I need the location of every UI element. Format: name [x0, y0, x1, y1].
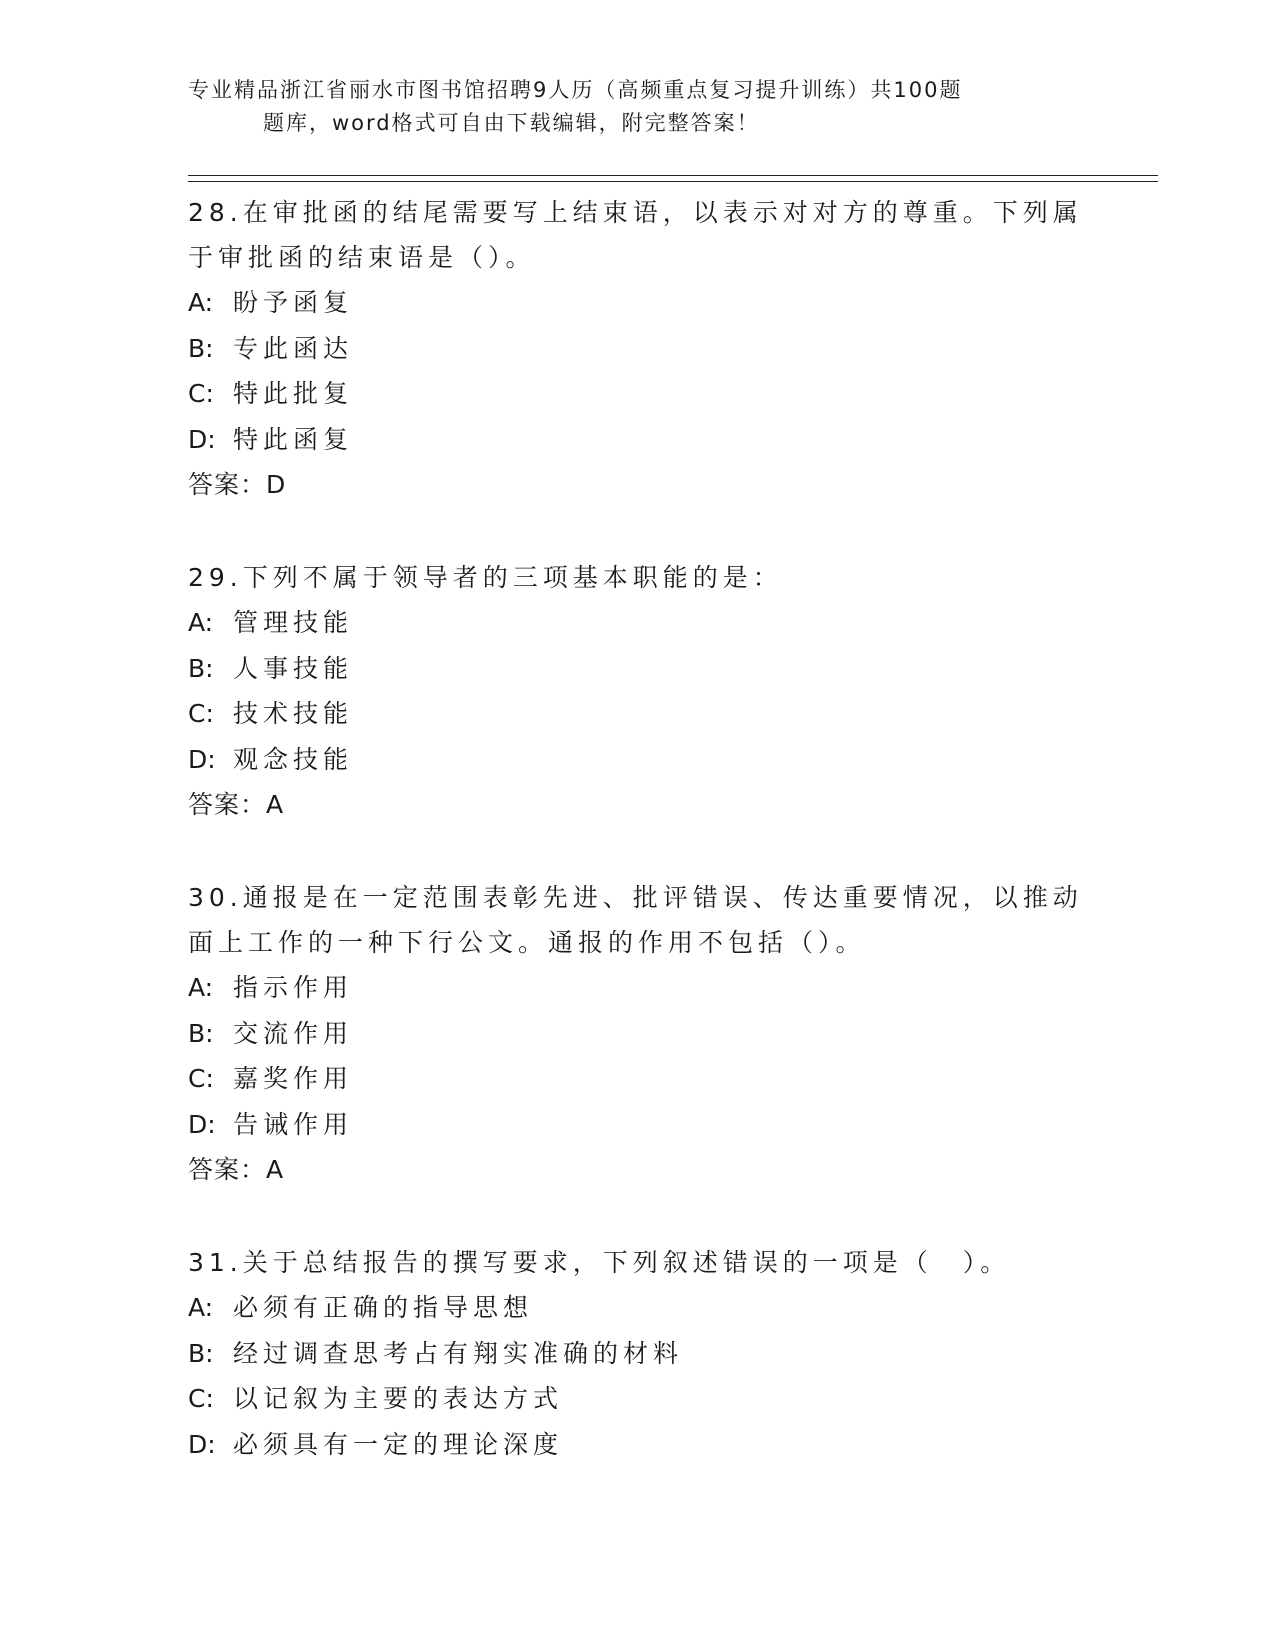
option-label: C: — [188, 699, 214, 728]
option-text: 嘉奖作用 — [233, 1064, 354, 1093]
option-label: A: — [188, 1293, 214, 1322]
option-label: B: — [188, 333, 214, 363]
question-stem: 29.下列不属于领导者的三项基本职能的是： — [188, 563, 783, 592]
option-a — [188, 600, 1088, 646]
document-header — [188, 74, 1088, 140]
option-text: 管理技能 — [233, 608, 354, 637]
option-b — [188, 326, 1088, 372]
option-label: A: — [188, 608, 214, 637]
option-label: B: — [188, 1338, 214, 1368]
option-text: 交流作用 — [233, 1018, 354, 1048]
option-text: 技术技能 — [233, 699, 354, 728]
option-text: 经过调查思考占有翔实准确的材料 — [233, 1338, 684, 1368]
option-label: B: — [188, 1018, 214, 1048]
question-stem: 28.在审批函的结尾需要写上结束语，以表示对对方的尊重。下列属于审批函的结束语是（）。 — [188, 198, 1083, 272]
option-c — [188, 691, 1088, 737]
question-29 — [188, 555, 1088, 827]
option-b — [188, 1011, 1088, 1057]
option-label: A: — [188, 288, 214, 317]
question-28 — [188, 190, 1088, 507]
option-b — [188, 1331, 1088, 1377]
option-c — [188, 1376, 1088, 1422]
option-label: D: — [188, 1429, 216, 1459]
option-text: 指示作用 — [233, 973, 354, 1002]
option-text: 以记叙为主要的表达方式 — [233, 1384, 564, 1413]
option-text: 特此批复 — [233, 379, 354, 408]
option-text: 盼予函复 — [233, 288, 354, 317]
option-text: 专此函达 — [233, 333, 354, 363]
answer-line: 答案：A — [188, 790, 285, 819]
option-c — [188, 371, 1088, 417]
option-label: A: — [188, 973, 214, 1002]
question-stem: 31.关于总结报告的撰写要求，下列叙述错误的一项是（ ）。 — [188, 1248, 1011, 1277]
header-title-line-2: 题库，word格式可自由下载编辑，附完整答案！ — [263, 111, 760, 135]
option-a — [188, 1285, 1088, 1331]
question-30 — [188, 875, 1088, 1192]
option-d — [188, 1102, 1088, 1148]
option-text: 人事技能 — [233, 653, 354, 683]
answer-line: 答案：D — [188, 470, 287, 499]
answer-line: 答案：A — [188, 1155, 285, 1184]
header-title-line-1: 专业精品浙江省丽水市图书馆招聘9人历（高频重点复习提升训练）共100题 — [188, 78, 963, 102]
option-text: 观念技能 — [233, 744, 354, 774]
option-text: 必须具有一定的理论深度 — [233, 1429, 564, 1459]
option-label: B: — [188, 653, 214, 683]
option-b — [188, 646, 1088, 692]
option-d — [188, 417, 1088, 463]
option-d — [188, 737, 1088, 783]
question-list — [188, 190, 1088, 1515]
option-label: D: — [188, 1109, 216, 1139]
option-label: C: — [188, 379, 214, 408]
header-rule-bottom — [188, 181, 1158, 182]
option-text: 必须有正确的指导思想 — [233, 1293, 534, 1322]
question-stem: 30.通报是在一定范围表彰先进、批评错误、传达重要情况，以推动面上工作的一种下行公文。通报的作用不包括（）。 — [188, 883, 1083, 957]
option-label: D: — [188, 744, 216, 774]
question-31 — [188, 1240, 1088, 1467]
option-label: C: — [188, 1064, 214, 1093]
header-rule-top — [188, 175, 1158, 176]
option-label: D: — [188, 424, 216, 454]
option-label: C: — [188, 1384, 214, 1413]
option-text: 特此函复 — [233, 424, 354, 454]
option-text: 告诫作用 — [233, 1109, 354, 1139]
option-a — [188, 965, 1088, 1011]
option-d — [188, 1422, 1088, 1468]
option-a — [188, 280, 1088, 326]
option-c — [188, 1056, 1088, 1102]
